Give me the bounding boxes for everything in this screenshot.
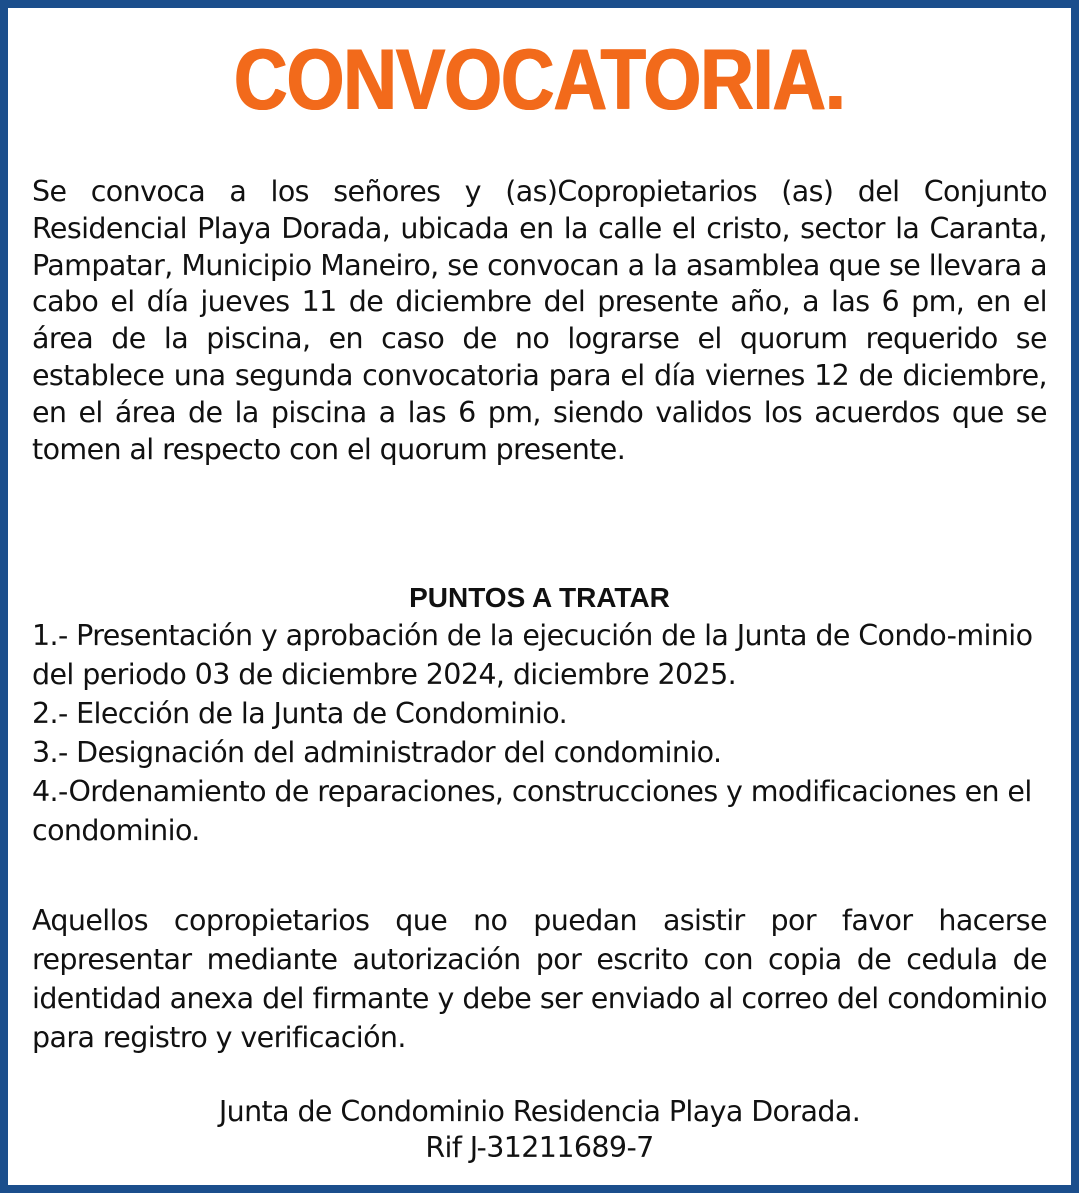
agenda-heading: PUNTOS A TRATAR bbox=[409, 582, 670, 613]
agenda-item: 4.-Ordenamiento de reparaciones, construcciones y modificaciones en el condominio. bbox=[32, 775, 1032, 847]
agenda-item: 2.- Elección de la Junta de Condominio. bbox=[32, 697, 568, 730]
agenda-item: 3.- Designación del administrador del condominio. bbox=[32, 736, 722, 769]
agenda-item: 1.- Presentación y aprobación de la ejecución de la Junta de Condo-minio del periodo 03 de diciembre 2024, diciembre 2025. bbox=[32, 619, 1033, 691]
agenda-list bbox=[32, 616, 1047, 850]
signature-name: Junta de Condominio Residencia Playa Dorada. bbox=[218, 1095, 861, 1128]
proxy-paragraph: Aquellos copropietarios que no puedan asistir por favor hacerse representar mediante autorización por escrito con copia de cedula de identidad anexa del firmante y debe ser enviado al correo del condominio para registro y verificación. bbox=[32, 904, 1047, 1054]
intro-paragraph: Se convoca a los señores y (as)Copropietarios (as) del Conjunto Residencial Playa Dorada, ubicada en la calle el cristo, sector la Caranta, Pampatar, Municipio Maneiro, se convocan a la asamblea que se llevara a cabo el día jueves 11 de diciembre del presente año, a las 6 pm, en el área de la piscina, en caso de no lograrse el quorum requerido se establece una segunda convocatoria para el día viernes 12 de diciembre, en el área de la piscina a las 6 pm, siendo validos los acuerdos que se tomen al respecto con el quorum presente. bbox=[32, 175, 1047, 466]
signature-block bbox=[0, 1094, 1079, 1166]
notice-title: CONVOCATORIA. bbox=[234, 32, 845, 128]
signature-rif: Rif J-31211689-7 bbox=[425, 1131, 654, 1164]
